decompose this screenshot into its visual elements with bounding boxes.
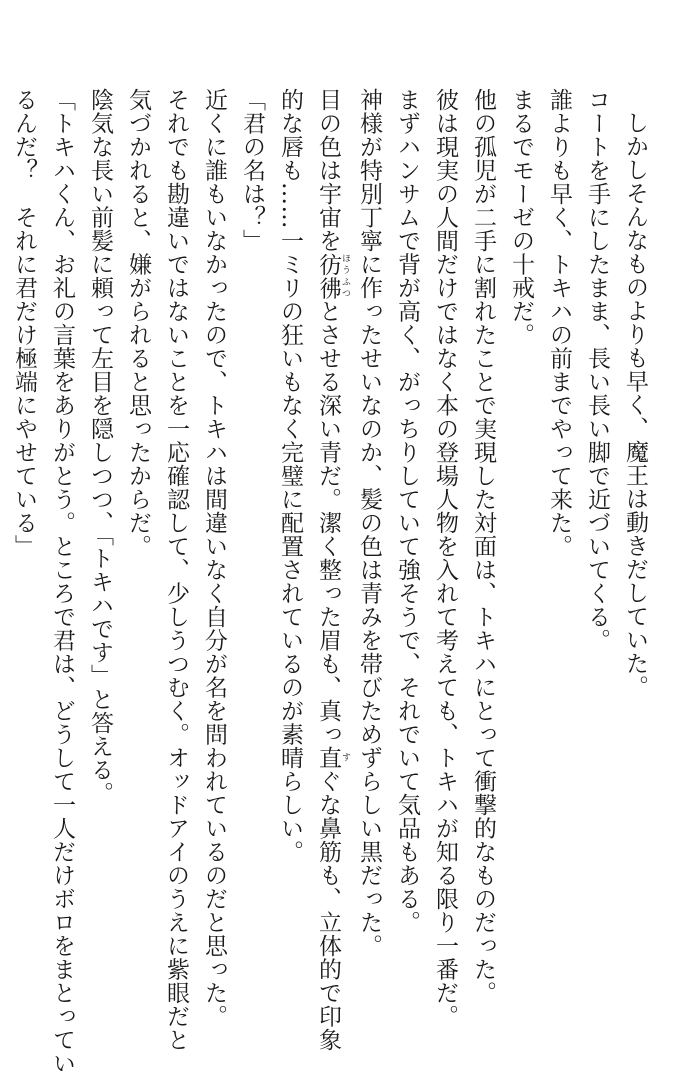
ruby-massugu <box>315 746 350 770</box>
text-line: 「君の名は？」 <box>239 88 265 253</box>
ruby-reading: す <box>340 746 350 770</box>
text-line: 気づかれると、嫌がられると思ったからだ。 <box>125 88 151 558</box>
text-line: それでも勘違いではないことを一応確認して、少しうつむく。オッドアイのうえに紫眼だと <box>163 88 189 1052</box>
text-line: しかしそんなものよりも早く、魔王は動きだしていた。 <box>622 111 648 699</box>
text-segment: 目の色は宇宙を <box>315 88 341 253</box>
text-line: 近くに誰もいなかったので、トキハは間違いなく自分が名を問われているのだと思った。 <box>201 88 227 1028</box>
vertical-text-block <box>5 88 654 1075</box>
text-segment: ぐな鼻筋も、立体的で印象 <box>315 769 341 1052</box>
text-line-with-ruby <box>309 88 350 1052</box>
ruby-base: 彷彿 <box>315 252 341 300</box>
ruby-reading: ほうふつ <box>340 252 350 300</box>
text-line: まるでモーゼの十戒だ。 <box>508 88 534 347</box>
ruby-base: 直 <box>315 746 341 770</box>
text-line: 「トキハくん、お礼の言葉をありがとう。ところで君は、どうして一人だけボロをまとってい <box>49 88 75 1075</box>
text-line: 神様が特別丁寧に作ったせいなのか、髪の色は青みを帯びためずらしい黒だった。 <box>356 88 382 958</box>
text-segment: とさせる深い青だ。潔く整った眉も、真っ <box>315 299 341 746</box>
text-line: 他の孤児が二手に割れたことで実現した対面は、トキハにとって衝撃的なものだった。 <box>470 88 496 1005</box>
text-line: 陰気な長い前髪に頼って左目を隠しつつ、「トキハです」と答える。 <box>87 88 113 805</box>
ruby-houfutsu <box>315 252 350 300</box>
text-line: 彼は現実の人間だけではなく本の登場人物を入れて考えても、トキハが知る限り一番だ。 <box>432 88 458 1028</box>
text-line: るんだ？ それに君だけ極端にやせている」 <box>11 88 37 558</box>
text-line: コートを手にしたまま、長い長い脚で近づいてくる。 <box>584 88 610 652</box>
text-line: 誰よりも早く、トキハの前までやって来た。 <box>546 88 572 558</box>
text-line: まずハンサムで背が高く、がっちりしていて強そうで、それでいて気品もある。 <box>394 88 420 934</box>
text-line: 的な唇も……一ミリの狂いもなく完璧に配置されているのが素晴らしい。 <box>277 88 303 864</box>
